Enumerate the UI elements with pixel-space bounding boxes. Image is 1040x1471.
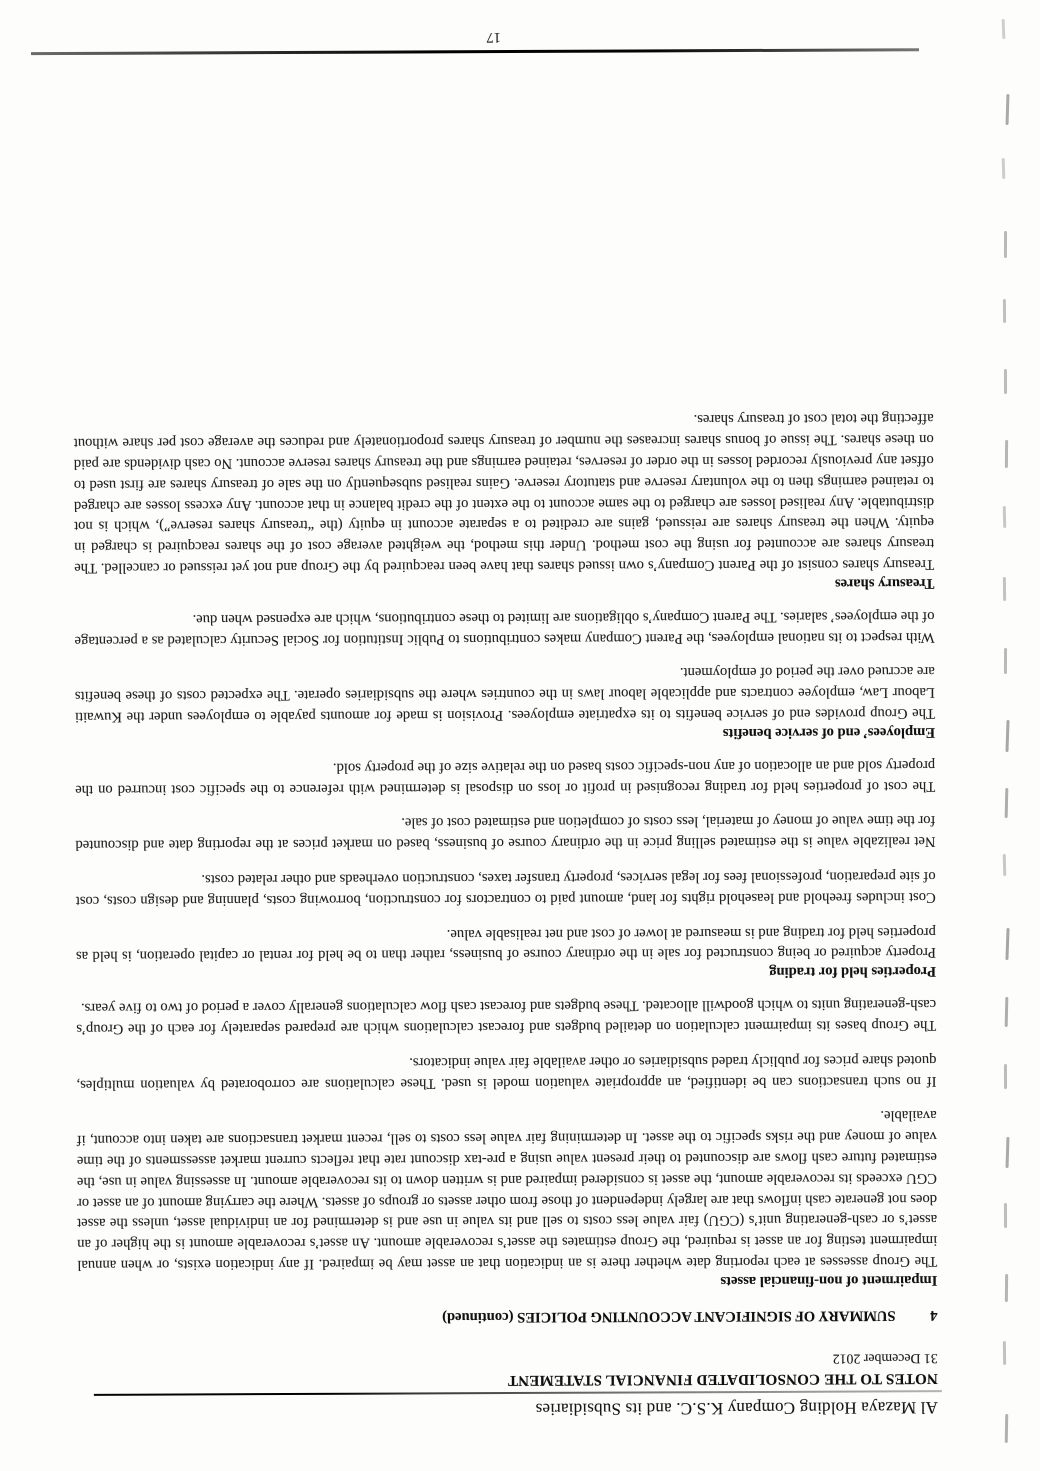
paragraph: Property acquired or being constructed for sale in the ordinary course of business, rather than to be held for rental or capital operation, is held as properties held for trading and is measured at lower of cost and net realisable value.	[75, 923, 936, 965]
section-title: SUMMARY OF SIGNIFICANT ACCOUNTING POLICIES (continued)	[442, 1307, 896, 1326]
paragraph: The Group assesses at each reporting date whether there is an indication that an asset may be impaired. If any indication exists, or when annual impairment testing for an asset is required, the Group estimates the asset’s recoverable amount. An asset’s recoverable amount is the higher of an asset’s or cash-generating unit’s (CGU) fair value less costs to sell and its value in use and is determined for an individual asset, unless the asset does not generate cash inflows that are largely independent of those from other assets or groups of assets. Where the carrying amount of an asset or CGU exceeds its recoverable amount, the asset is considered impaired and is written down to its recoverable amount. In assessing value in use, the estimated future cash flows are discounted to their present value using a pre-tax discount rate that reflects current market assessments of the time value of money and the risks specific to the asset. In determining fair value less costs to sell, recent market transactions are taken into account, if available.	[76, 1107, 938, 1273]
footer-rule	[31, 48, 919, 55]
report-title: NOTES TO THE CONSOLIDATED FINANCIAL STATEMENT	[507, 1370, 938, 1389]
section-continued: (continued)	[442, 1309, 514, 1326]
paragraph: If no such transactions can be identified, an appropriate valuation model is used. These calculations are corroborated by valuation multiples, quoted share prices for publicly traded subsidiaries or other available fair value indicators.	[76, 1052, 937, 1093]
subsection-heading-properties: Properties held for trading	[769, 963, 937, 981]
paragraph: Treasury shares consist of the Parent Company’s own issued shares that have been reacquired by the Group and not yet reissued or cancelled. The treasury shares are accounted for using the cost method. Under this method, the weighted average cost of the shares reacquired is charged in equity. When the treasury shares are reissued, gains are credited to a separate account in equity (the “treasury shares reserve”), which is not distributable. Any realised losses are charged to the same account to the extent of the credit balance in that account. Any excess losses are charged to retained earnings then to the voluntary reserve and statutory reserve. Gains realised subsequently on the sale of treasury shares are first used to offset any previously recorded losses in the order of reserves, retained earnings and the treasury shares reserve account. No cash dividends are paid on these shares. The issue of bonus shares increases the number of treasury shares proportionately and reduces the average cost per share without affecting the total cost of treasury shares.	[73, 410, 935, 577]
body-copy	[74, 408, 938, 1292]
report-date: 31 December 2012	[832, 1351, 938, 1367]
paragraph: Cost includes freehold and leasehold rights for land, amount paid to contractors for construction, borrowing costs, planning and design costs, cost of site preparation, professional fees for legal services, property transfer taxes, construction overheads and other related costs.	[75, 868, 936, 909]
paragraph: Net realizable value is the estimated selling price in the ordinary course of business, based on market prices at the reporting date and discounted for the time value of money of material, less costs of completion and estimated cost of sale.	[75, 812, 936, 854]
subsection-heading-treasury: Treasury shares	[834, 575, 935, 592]
paragraph: The Group provides end of service benefits to its expatriate employees. Provision is made for amounts payable to employees under the Kuwaiti Labour Law, employee contracts and applicable labour laws in the countries where the subsidiaries operate. The expected costs of these benefits are accrued over the period of employment.	[74, 663, 935, 726]
header-rule	[94, 1390, 942, 1396]
page-number: 17	[486, 29, 501, 46]
section-heading	[78, 1306, 938, 1327]
document-content	[74, 394, 938, 1421]
company-title: Al Mazaya Holding Company K.S.C. and its Subsidiaries	[535, 1398, 938, 1419]
section-number: 4	[930, 1307, 938, 1324]
subsection-heading-employees: Employees’ end of service benefits	[722, 724, 936, 742]
paragraph: The Group bases its impairment calculation on detailed budgets and forecast calculations which are prepared separately for each of the Group’s cash-generating units to which goodwill allocated. These budgets and forecast cash flow calculations generally cover a period of two to five years.	[76, 996, 937, 1037]
paragraph: With respect to its national employees, the Parent Company makes contributions to Public Institution for Social Security calculated as a percentage of the employees’ salaries. The Parent Company’s obligations are limited to these contributions, which are expensed when due.	[74, 608, 935, 649]
subsection-heading-impairment: Impairment of non-financial assets	[720, 1272, 938, 1290]
paragraph: The cost of properties held for trading recognised in profit or loss on disposal is determined with reference to the specific cost incurred on the property sold and an allocation of any non-specific costs based on the relative size of the property sold.	[75, 757, 936, 798]
